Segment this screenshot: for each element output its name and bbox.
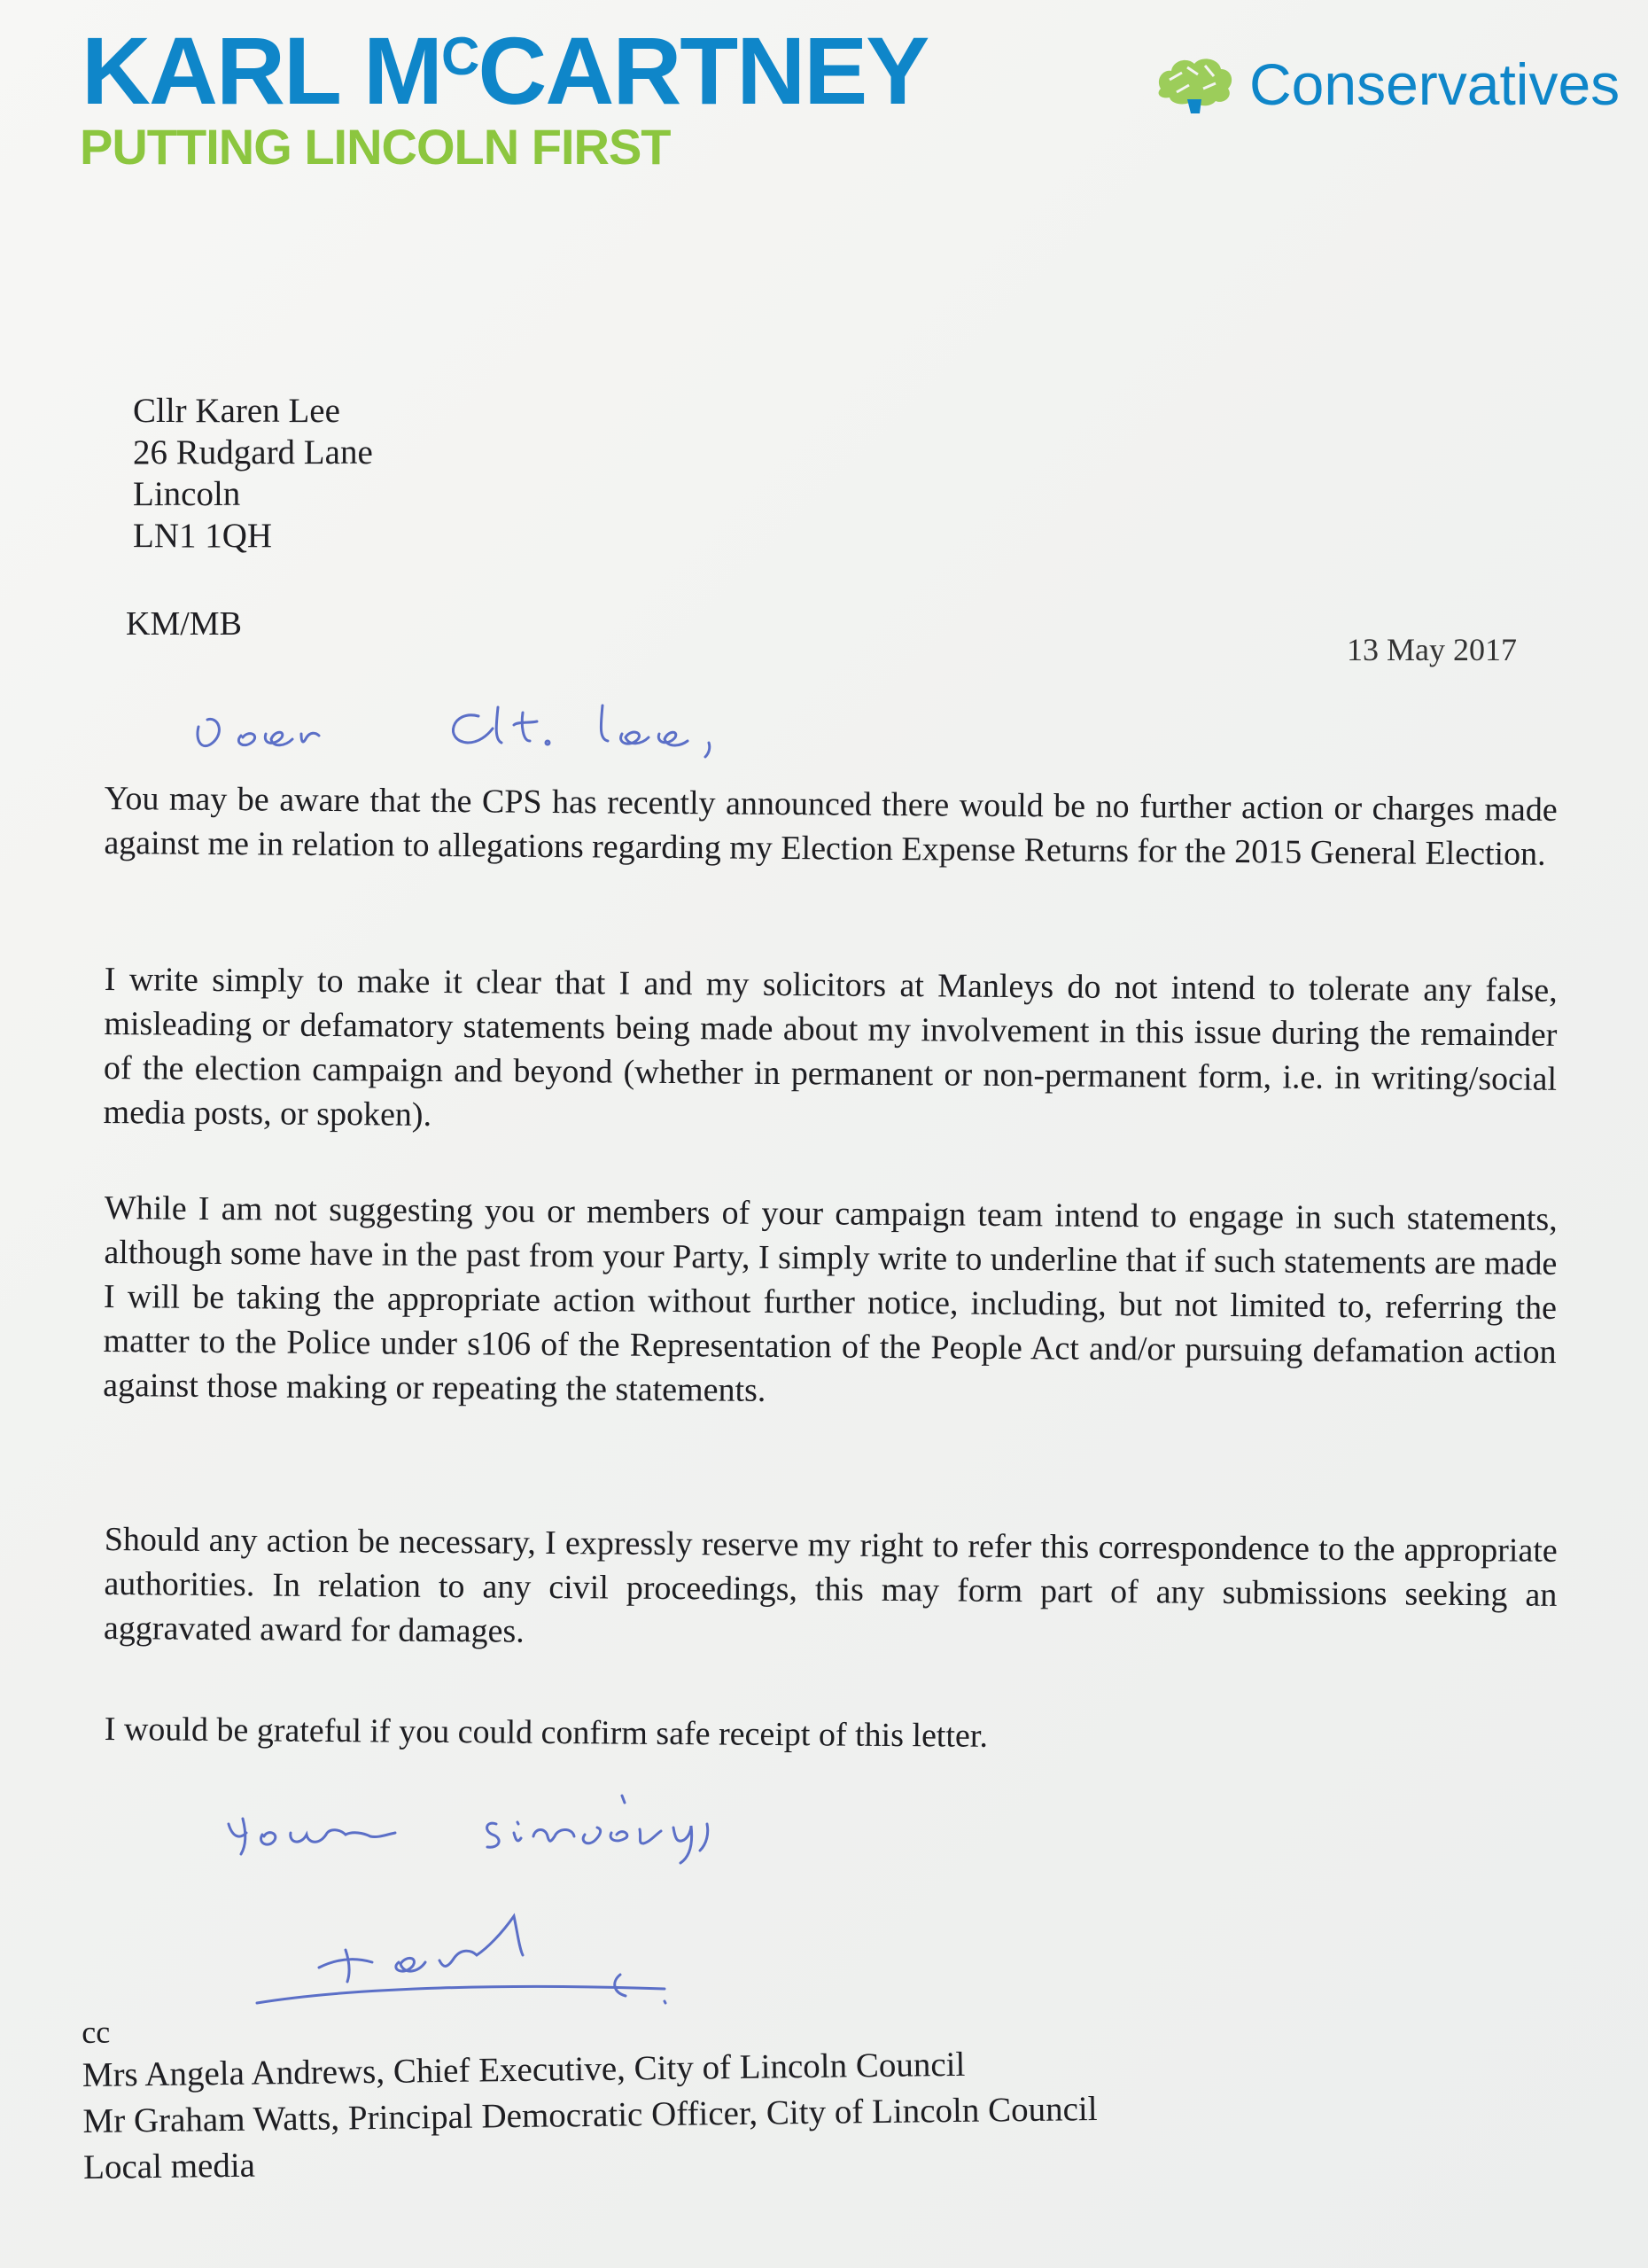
handwritten-salutation [186,690,859,769]
letterhead-tagline: PUTTING LINCOLN FIRST [80,119,671,175]
address-line: Cllr Karen Lee [133,392,340,430]
body-paragraph: I write simply to make it clear that I and my solicitors at Manleys do not intend to tolerate any false, misleading or defamatory statements being made about my involvement in this issue during the remainder of the election campaign and beyond (whether in permanent or non-permanent form, i.e. in writing/social media posts, or spoken). [103,960,1558,1134]
cc-recipient: Mr Graham Watts, Principal Democratic Officer, City of Lincoln Council [82,2090,1098,2140]
body-paragraph: You may be aware that the CPS has recently announced there would be no further action or charges made against me in relation to allegations regarding my Election Expense Returns for the 2015 General Election. [104,779,1558,873]
body-paragraph: While I am not suggesting you or members of your campaign team intend to engage in such statements, although some have in the past from your Party, I simply write to underline that if such statements are made I will be taking the appropriate action without further notice, including, but not limited to, referring the matter to the Police under s106 of the Representation of the People Act and/or pursuing defamation action against those making or repeating the statements. [103,1189,1558,1409]
body-paragraph: I would be grateful if you could confirm safe receipt of this letter. [104,1710,989,1755]
letter-date: 13 May 2017 [1347,632,1517,667]
letterhead-name: KARL $M^CCARTNEY$ [82,17,929,124]
cc-label: cc [82,2014,111,2050]
handwritten-signature [248,1906,744,2012]
party-logo [1152,53,1620,115]
body-paragraph: Should any action be necessary, I expressly reserve my right to refer this correspondence to the appropriate authorities. In relation to any civil proceedings, this may form part of any submissions seeking an aggravated award for damages. [103,1520,1558,1650]
cc-section [82,1999,1099,2191]
recipient-address [133,390,373,557]
cc-recipient: Mrs Angela Andrews, Chief Executive, City of Lincoln Council [82,2045,966,2094]
handwritten-closing [222,1789,930,1886]
reference-code: KM/MB [126,605,242,643]
address-line: 26 Rudgard Lane [133,433,373,472]
party-name: Conservatives [1249,51,1621,117]
cc-recipient: Local media [82,2146,256,2186]
address-line: LN1 1QH [133,517,273,555]
address-line: Lincoln [133,475,241,513]
oak-tree-icon [1152,53,1237,115]
